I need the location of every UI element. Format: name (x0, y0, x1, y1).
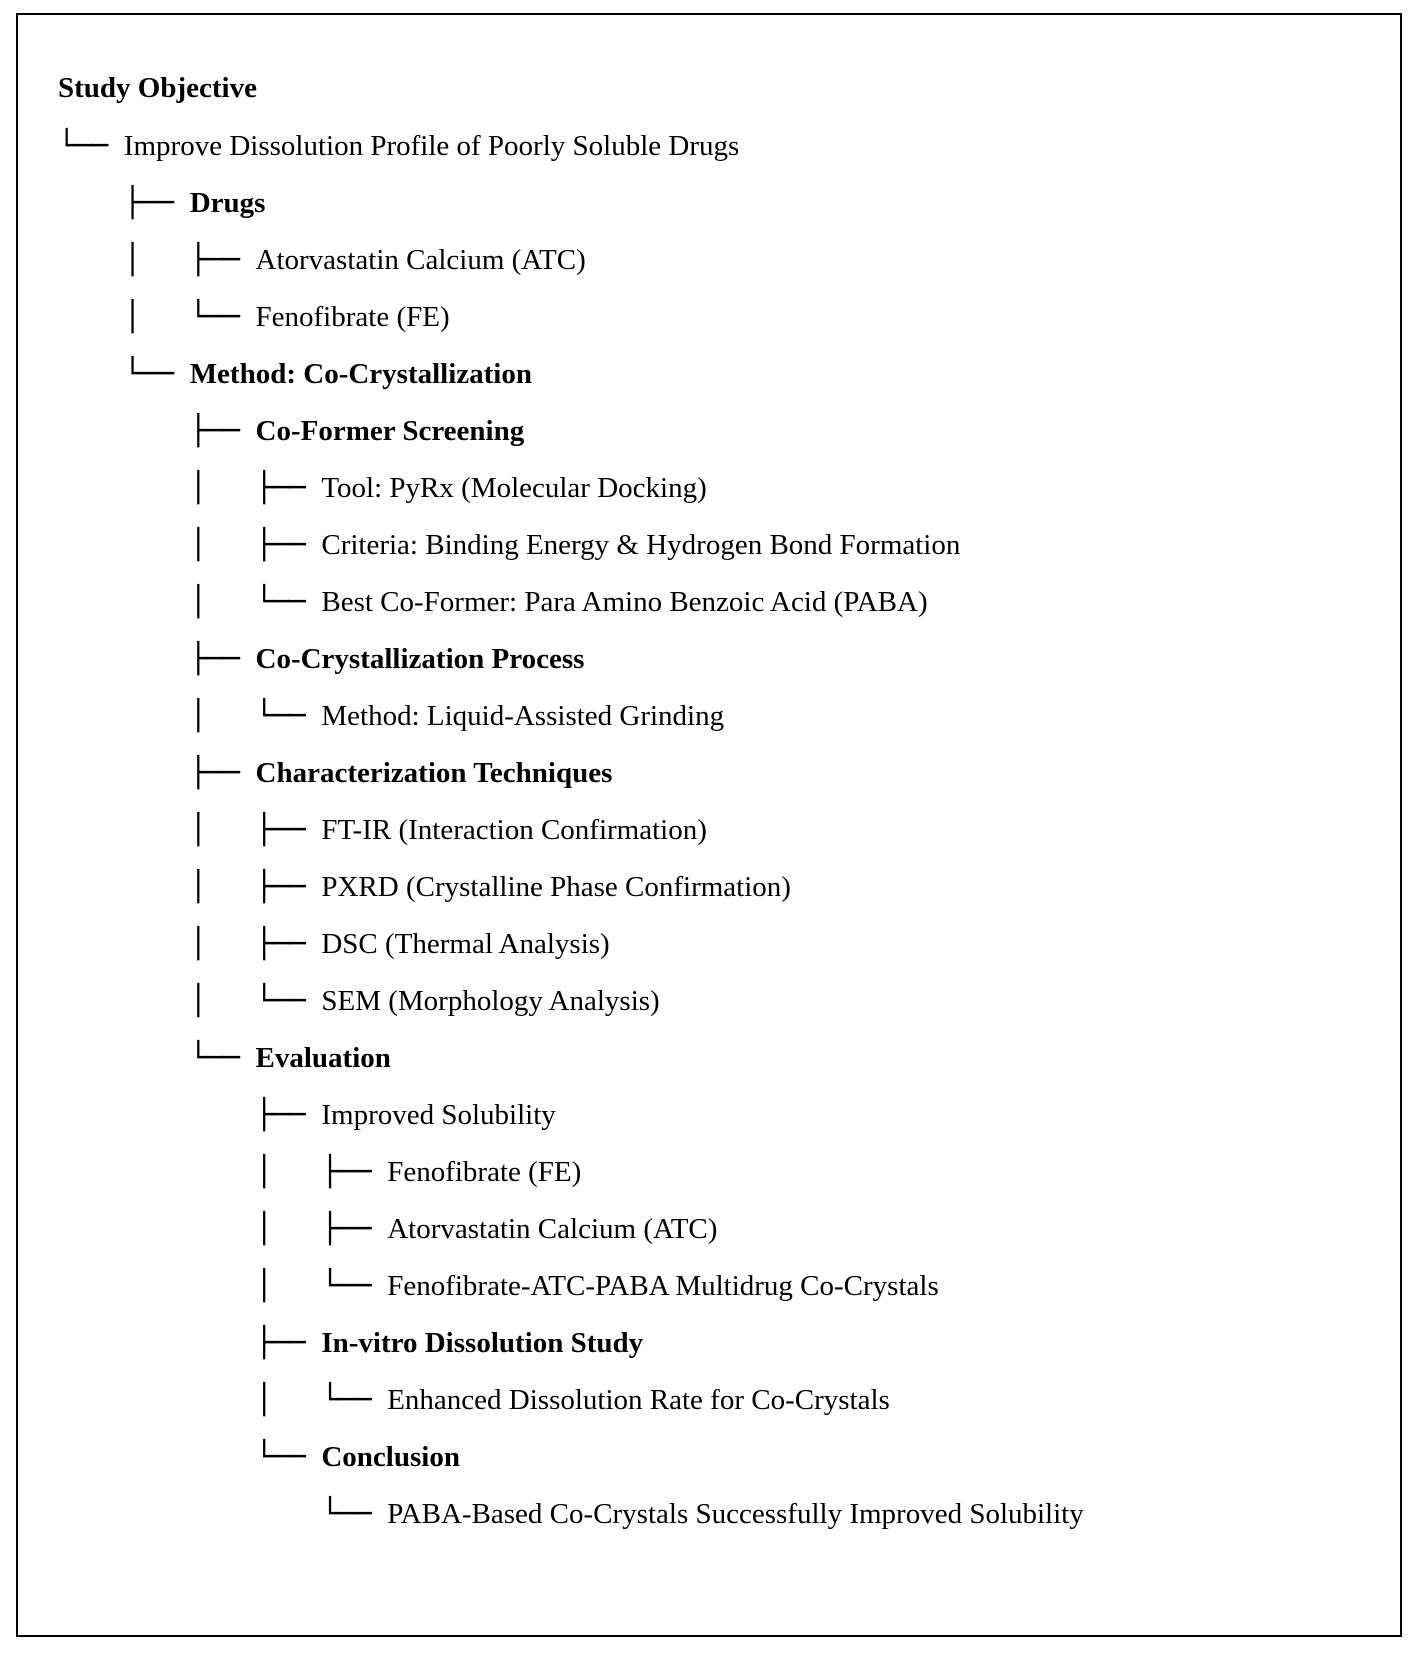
tree-connector: │ ├── (58, 470, 322, 504)
tree-connector: │ ├── (58, 812, 322, 846)
tree-node-label: SEM (Morphology Analysis) (321, 985, 660, 1017)
tree-connector: │ ├── (58, 1211, 388, 1245)
tree-node (58, 410, 524, 450)
tree-connector: │ └── (58, 698, 322, 732)
tree-connector: ├── (58, 1097, 322, 1131)
tree-node-label: Atorvastatin Calcium (ATC) (255, 244, 586, 276)
tree-node-label: PABA-Based Co-Crystals Successfully Improved Solubility (387, 1498, 1084, 1530)
tree-node-label: Co-Crystallization Process (255, 643, 585, 675)
tree-node (58, 809, 707, 849)
tree-connector: │ ├── (58, 1154, 388, 1188)
tree-node-label: Improved Solubility (321, 1099, 556, 1131)
tree-node (58, 752, 612, 792)
tree-connector: └── (58, 356, 190, 390)
tree-connector: ├── (58, 755, 256, 789)
tree-node (58, 980, 660, 1020)
tree-node-label: DSC (Thermal Analysis) (321, 928, 610, 960)
tree-connector: ├── (58, 1325, 322, 1359)
tree-node (58, 125, 739, 165)
tree-connector: │ ├── (58, 527, 322, 561)
tree-node-label: Co-Former Screening (255, 415, 525, 447)
tree-connector: └── (58, 128, 124, 162)
tree-node (58, 695, 724, 735)
tree-node-label: Characterization Techniques (255, 757, 613, 789)
tree-node-label: Method: Liquid-Assisted Grinding (321, 700, 725, 732)
tree-node (58, 467, 707, 507)
tree-node-label: Enhanced Dissolution Rate for Co-Crystals (387, 1384, 890, 1416)
tree-connector: ├── (58, 641, 256, 675)
tree-node (58, 638, 584, 678)
tree-connector: └── (58, 1040, 256, 1074)
tree-root-title: Study Objective (58, 72, 257, 104)
tree-connector: ├── (58, 413, 256, 447)
tree-node (58, 1265, 939, 1305)
tree-connector: │ └── (58, 584, 322, 618)
tree-node-label: PXRD (Crystalline Phase Confirmation) (321, 871, 791, 903)
tree-node (58, 1208, 717, 1248)
tree-node-label: Fenofibrate (FE) (387, 1156, 582, 1188)
tree-connector: │ └── (58, 1382, 388, 1416)
tree-node (58, 182, 265, 222)
tree-node-label: Fenofibrate-ATC-PABA Multidrug Co-Crystals (387, 1270, 939, 1302)
tree-node-label: Best Co-Former: Para Amino Benzoic Acid (PABA) (321, 586, 928, 618)
tree-node-label: Evaluation (255, 1042, 391, 1074)
tree-node-label: Drugs (189, 187, 266, 219)
tree-node-label: FT-IR (Interaction Confirmation) (321, 814, 707, 846)
tree-node (58, 1379, 890, 1419)
tree-node (58, 1493, 1084, 1533)
tree-node-label: Fenofibrate (FE) (255, 301, 450, 333)
tree-node (58, 1151, 581, 1191)
tree-connector: │ ├── (58, 926, 322, 960)
tree-connector: └── (58, 1439, 322, 1473)
tree-connector: │ └── (58, 983, 322, 1017)
tree-connector: │ ├── (58, 869, 322, 903)
tree-node (58, 239, 586, 279)
tree-node (58, 581, 928, 621)
tree-node-label: Improve Dissolution Profile of Poorly Soluble Drugs (123, 130, 740, 162)
tree-node (58, 1322, 643, 1362)
tree-connector: │ └── (58, 1268, 388, 1302)
tree-connector: ├── (58, 185, 190, 219)
tree-node-label: Tool: PyRx (Molecular Docking) (321, 472, 707, 504)
tree-node-label: Atorvastatin Calcium (ATC) (387, 1213, 718, 1245)
tree-node (58, 1436, 460, 1476)
tree-connector: │ └── (58, 299, 256, 333)
tree-node-label: Method: Co-Crystallization (189, 358, 532, 390)
tree-node (58, 353, 532, 393)
tree-connector: └── (58, 1496, 388, 1530)
tree-node (58, 296, 450, 336)
tree-node (58, 866, 791, 906)
tree-node-label: Criteria: Binding Energy & Hydrogen Bond Formation (321, 529, 961, 561)
tree-node (58, 524, 960, 564)
tree-node-label: In-vitro Dissolution Study (321, 1327, 644, 1359)
tree-node (58, 1094, 556, 1134)
tree-node-label: Conclusion (321, 1441, 460, 1473)
tree-node (58, 1037, 391, 1077)
tree-connector: │ ├── (58, 242, 256, 276)
tree-node (58, 923, 610, 963)
